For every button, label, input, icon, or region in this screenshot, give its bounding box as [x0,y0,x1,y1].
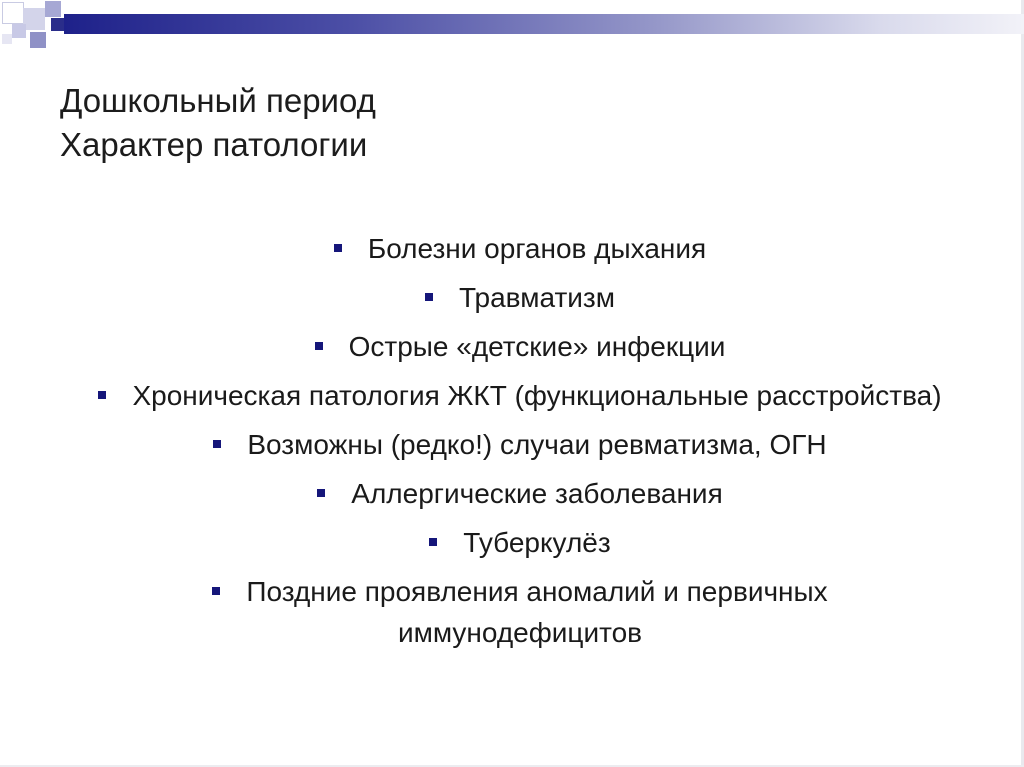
list-item [90,228,950,269]
bullet-text: Острые «детские» инфекции [348,331,726,362]
list-item [90,277,950,318]
title-line-1: Дошкольный период [60,82,376,119]
list-item [90,375,950,416]
list-item [90,326,950,367]
square-bullet-icon [429,538,437,546]
decor-square [30,32,46,48]
decor-square [2,34,12,44]
square-bullet-icon [98,391,106,399]
decor-square [23,8,45,30]
bullet-text: Аллергические заболевания [351,478,723,509]
list-item [90,473,950,514]
square-bullet-icon [212,587,220,595]
decor-square [2,2,24,24]
title-line-2: Характер патологии [60,126,368,163]
slide-title [60,79,960,167]
bullet-text: Туберкулёз [463,527,611,558]
bullet-text: Болезни органов дыхания [367,233,707,264]
square-bullet-icon [334,244,342,252]
bullet-list [90,228,950,661]
list-item [90,571,950,653]
bullet-text: Возможны (редко!) случаи ревматизма, ОГН [247,429,827,460]
list-item [90,522,950,563]
square-bullet-icon [317,489,325,497]
decor-square [51,18,64,31]
bullet-text: Хроническая патология ЖКТ (функциональные расстройства) [132,380,942,411]
square-bullet-icon [213,440,221,448]
square-bullet-icon [315,342,323,350]
decor-square [45,1,61,17]
square-bullet-icon [425,293,433,301]
bullet-text: Травматизм [459,282,615,313]
decor-square [12,24,26,38]
top-gradient-bar [64,14,1024,34]
bullet-text: Поздние проявления аномалий и первичных иммунодефицитов [246,576,828,648]
list-item [90,424,950,465]
